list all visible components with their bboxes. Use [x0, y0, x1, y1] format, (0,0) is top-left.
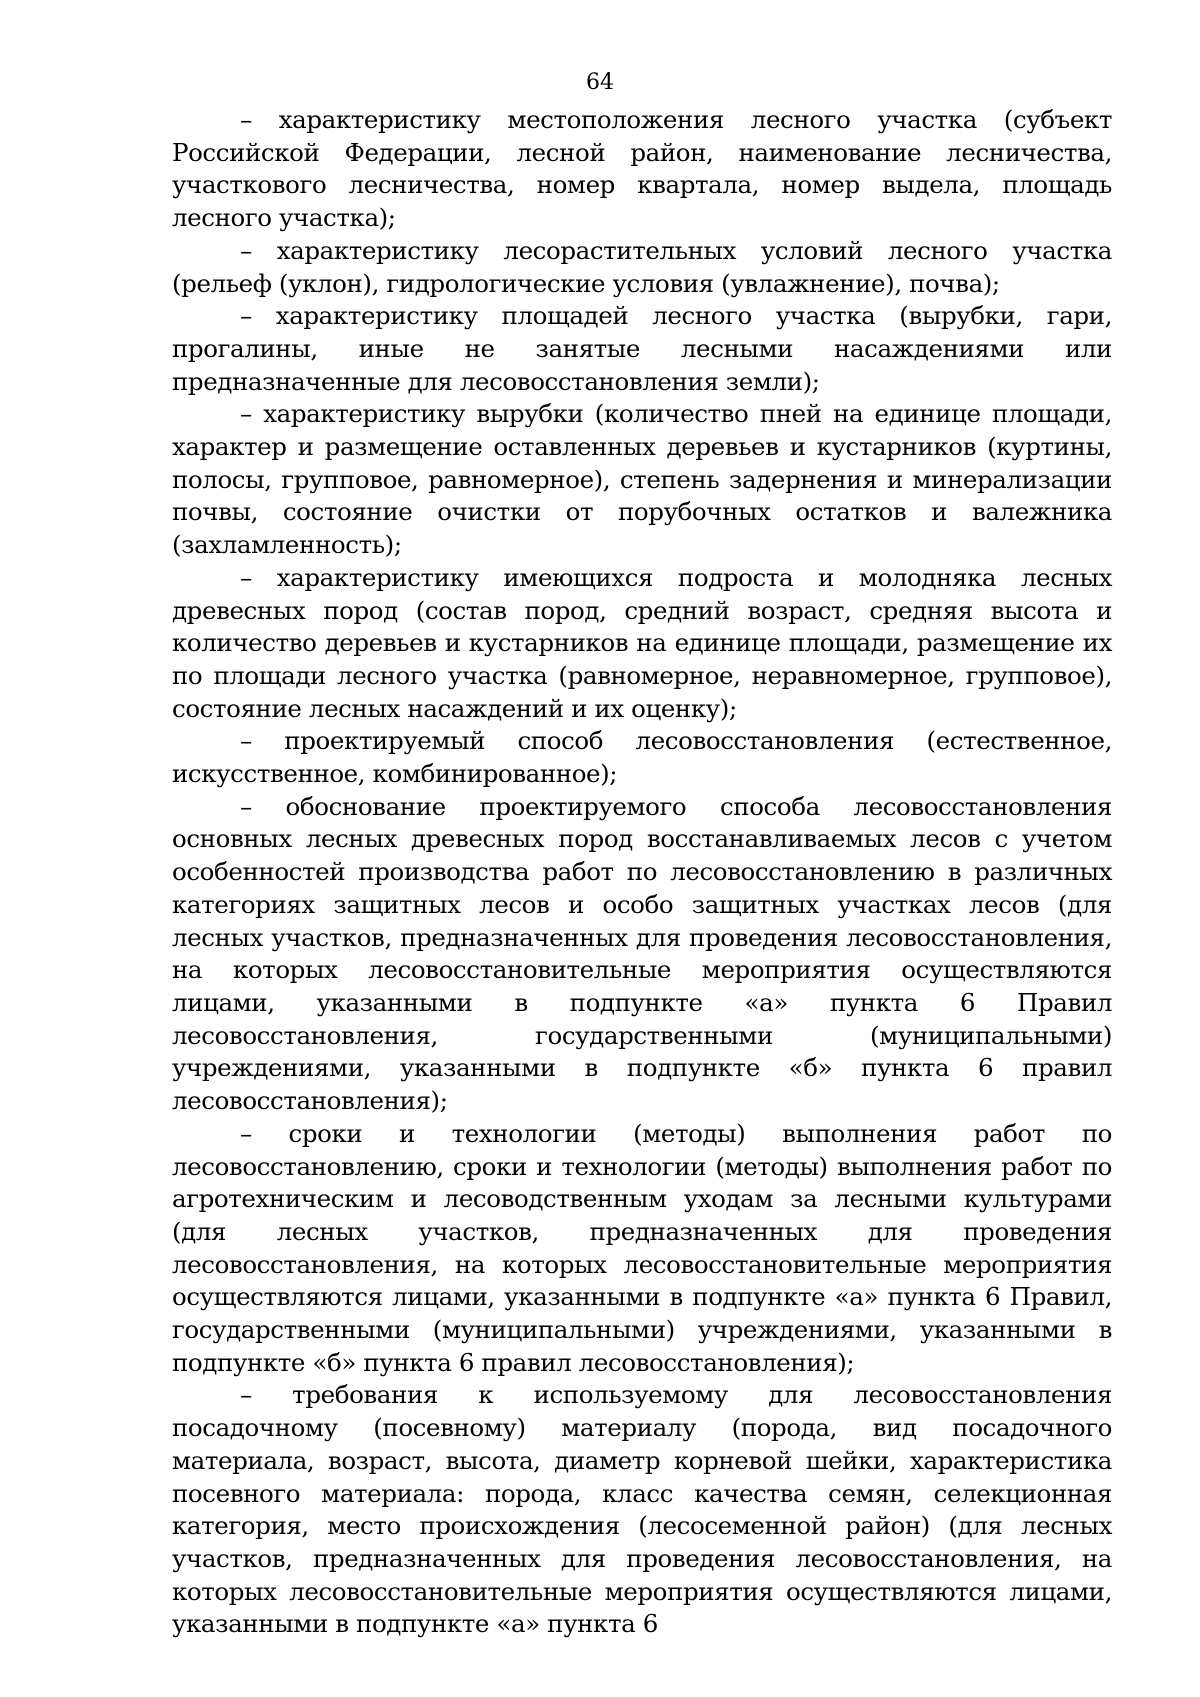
paragraph-clearing-characteristics: – характеристику вырубки (количество пней на единице площади, характер и размещение оставленных деревьев и кустарников (куртины, полосы, групповое, равномерное), степень задернения и минерализации почвы, состояние очистки от порубочных остатков и валежника (захламленность);	[172, 399, 1112, 560]
paragraph-timing-technologies: – сроки и технологии (методы) выполнения работ по лесовосстановлению, сроки и технологии (методы) выполнения работ по агротехническим и лесоводственным уходам за лесными культурами (для лесных участков, предназначенных для проведения лесовосстановления, на которых лесовосстановительные мероприятия осуществляются лицами, указанными в подпункте «а» пункта 6 Правил, государственными (муниципальными) учреждениями, указанными в подпункте «б» пункта 6 правил лесовосстановления);	[172, 1118, 1112, 1377]
paragraph-growing-conditions: – характеристику лесорастительных условий лесного участка (рельеф (уклон), гидрологические условия (увлажнение), почва);	[172, 235, 1112, 298]
paragraph-undergrowth-characteristics: – характеристику имеющихся подроста и молодняка лесных древесных пород (состав пород, средний возраст, средняя высота и количество деревьев и кустарников на единице площади, размещение их по площади лесного участка (равномерное, неравномерное, групповое), состояние лесных насаждений и их оценку);	[172, 562, 1112, 723]
document-body	[172, 104, 1112, 1641]
paragraph-method-justification: – обоснование проектируемого способа лесовосстановления основных лесных древесных пород восстанавливаемых лесов с учетом особенностей производства работ по лесовосстановлению в различных категориях защитных лесов и особо защитных участках лесов (для лесных участков, предназначенных для проведения лесовосстановления, на которых лесовосстановительные мероприятия осуществляются лицами, указанными в подпункте «а» пункта 6 Правил лесовосстановления, государственными (муниципальными) учреждениями, указанными в подпункте «б» пункта 6 правил лесовосстановления);	[172, 791, 1112, 1116]
paragraph-planting-material-requirements: – требования к используемому для лесовосстановления посадочному (посевному) материалу (порода, вид посадочного материала, возраст, высота, диаметр корневой шейки, характеристика посевного материала: порода, класс качества семян, селекционная категория, место происхождения (лесосеменной район) (для лесных участков, предназначенных для проведения лесовосстановления, на которых лесовосстановительные мероприятия осуществляются лицами, указанными в подпункте «а» пункта 6	[172, 1380, 1112, 1639]
paragraph-reforestation-method: – проектируемый способ лесовосстановления (естественное, искусственное, комбинированное);	[172, 726, 1112, 789]
paragraph-location-characteristics: – характеристику местоположения лесного участка (субъект Российской Федерации, лесной район, наименование лесничества, участкового лесничества, номер квартала, номер выдела, площадь лесного участка);	[172, 105, 1112, 233]
paragraph-area-characteristics: – характеристику площадей лесного участка (вырубки, гари, прогалины, иные не занятые лесными насаждениями или предназначенные для лесовосстановления земли);	[172, 301, 1112, 396]
page-number: 64	[586, 70, 614, 95]
